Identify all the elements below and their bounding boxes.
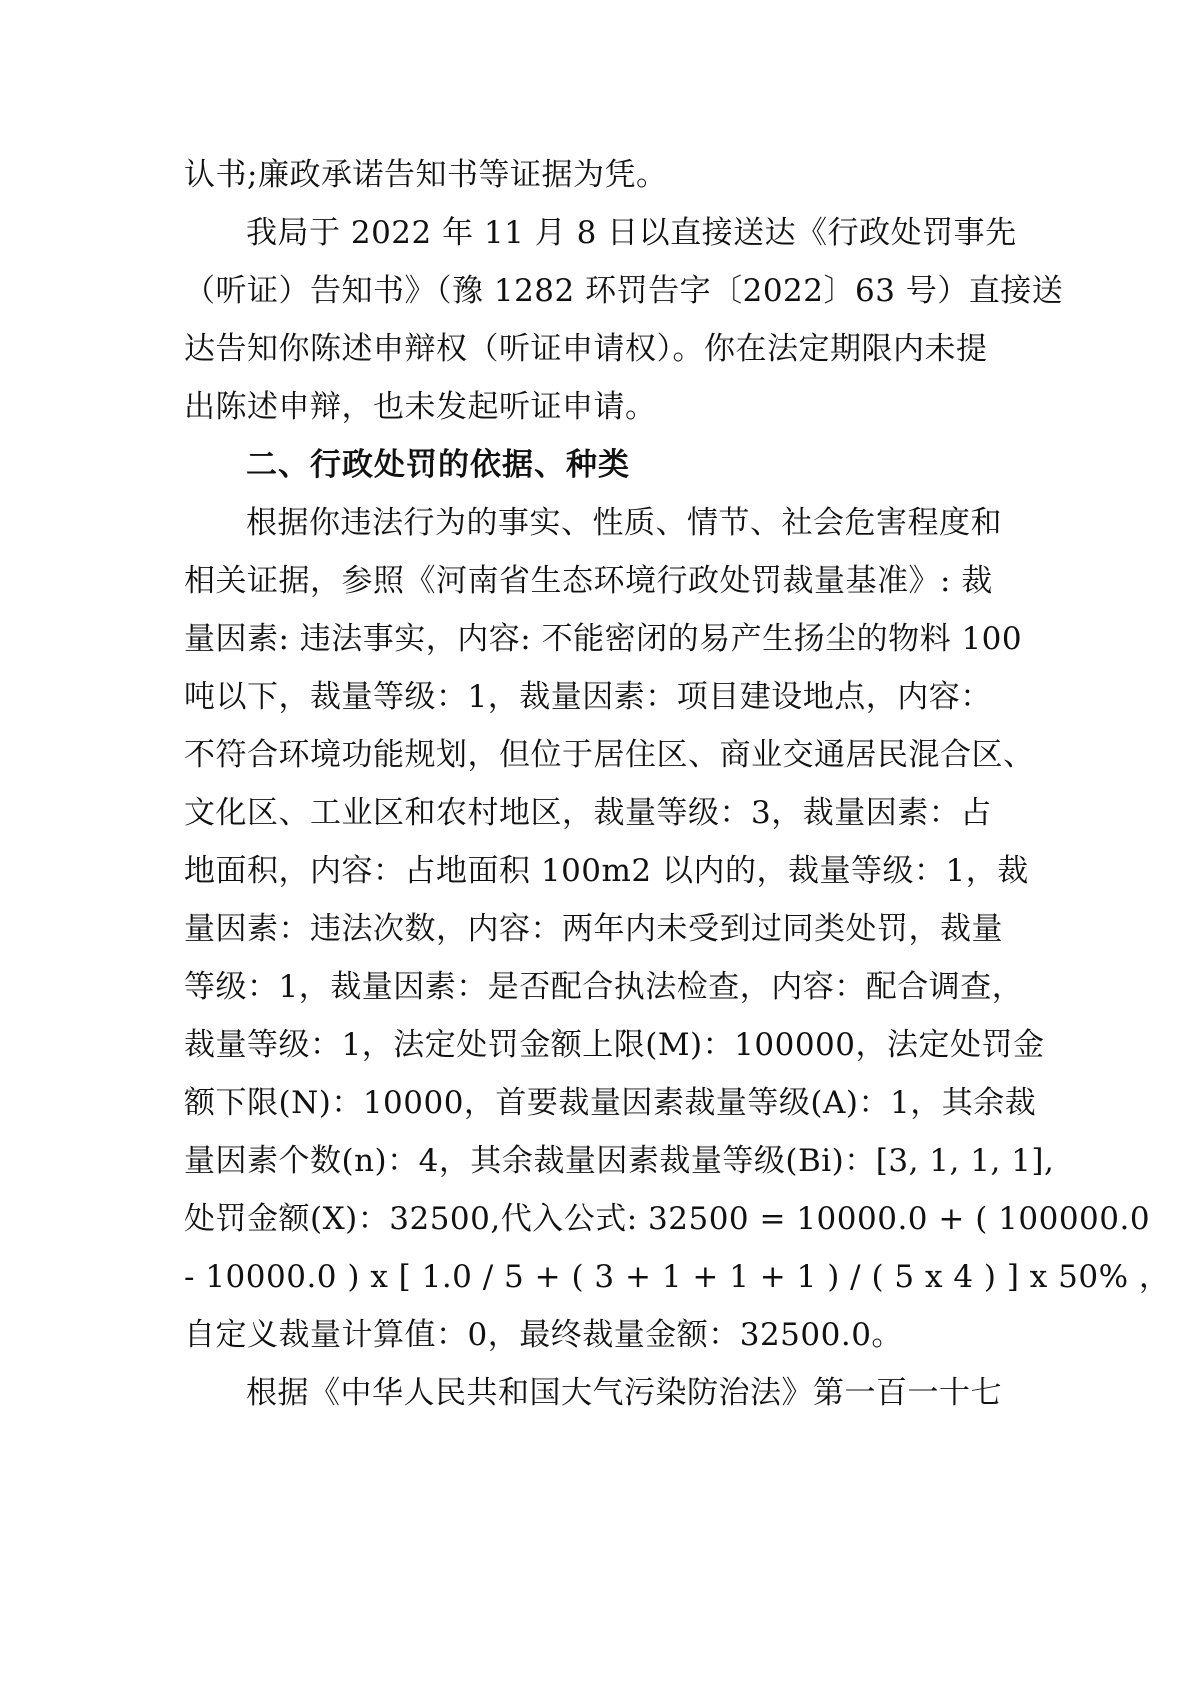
paragraph-line: 量因素: 违法事实，内容: 不能密闭的易产生扬尘的物料 100 xyxy=(184,621,1023,657)
section-heading: 二、行政处罚的依据、种类 xyxy=(246,447,630,483)
paragraph-line: 裁量等级：1，法定处罚金额上限(M)：100000，法定处罚金 xyxy=(184,1027,1045,1063)
paragraph-line: 文化区、工业区和农村地区，裁量等级：3，裁量因素：占 xyxy=(184,795,992,831)
paragraph-line: 量因素：违法次数，内容：两年内未受到过同类处罚，裁量 xyxy=(184,911,1003,947)
paragraph-line: 出陈述申辩，也未发起听证申请。 xyxy=(184,389,657,425)
paragraph-line: 额下限(N)：10000，首要裁量因素裁量等级(A)：1，其余裁 xyxy=(184,1085,1037,1121)
paragraph-line: - 10000.0 ) x [ 1.0 / 5 + ( 3 + 1 + 1 + 1 ) / ( 5 x 4 ) ] x 50% ， xyxy=(184,1259,1171,1295)
paragraph-line: （听证）告知书》（豫 1282 环罚告字〔2022〕63 号）直接送 xyxy=(184,273,1064,309)
paragraph-line: 根据你违法行为的事实、性质、情节、社会危害程度和 xyxy=(246,505,1002,541)
paragraph-line: 处罚金额(X)：32500,代入公式: 32500 = 10000.0 + ( 100000.0 xyxy=(184,1201,1151,1237)
paragraph-line: 自定义裁量计算值：0，最终裁量金额：32500.0。 xyxy=(184,1317,903,1353)
paragraph-line: 认书;廉政承诺告知书等证据为凭。 xyxy=(184,157,668,193)
paragraph-line: 根据《中华人民共和国大气污染防治法》第一百一十七 xyxy=(246,1375,1002,1411)
paragraph-line: 达告知你陈述申辩权（听证申请权）。你在法定期限内未提 xyxy=(184,331,988,367)
paragraph-line: 地面积，内容：占地面积 100m2 以内的，裁量等级：1，裁 xyxy=(184,853,1029,889)
paragraph-line: 吨以下，裁量等级：1，裁量因素：项目建设地点，内容： xyxy=(184,679,992,715)
paragraph-line: 相关证据，参照《河南省生态环境行政处罚裁量基准》: 裁 xyxy=(184,563,993,599)
paragraph-line: 等级：1，裁量因素：是否配合执法检查，内容：配合调查， xyxy=(184,969,1024,1005)
paragraph-line: 不符合环境功能规划，但位于居住区、商业交通居民混合区、 xyxy=(184,737,1035,773)
paragraph-line: 我局于 2022 年 11 月 8 日以直接送达《行政处罚事先 xyxy=(246,215,1017,251)
paragraph-line: 量因素个数(n)：4，其余裁量因素裁量等级(Bi)：[3, 1, 1, 1], xyxy=(184,1143,1055,1179)
